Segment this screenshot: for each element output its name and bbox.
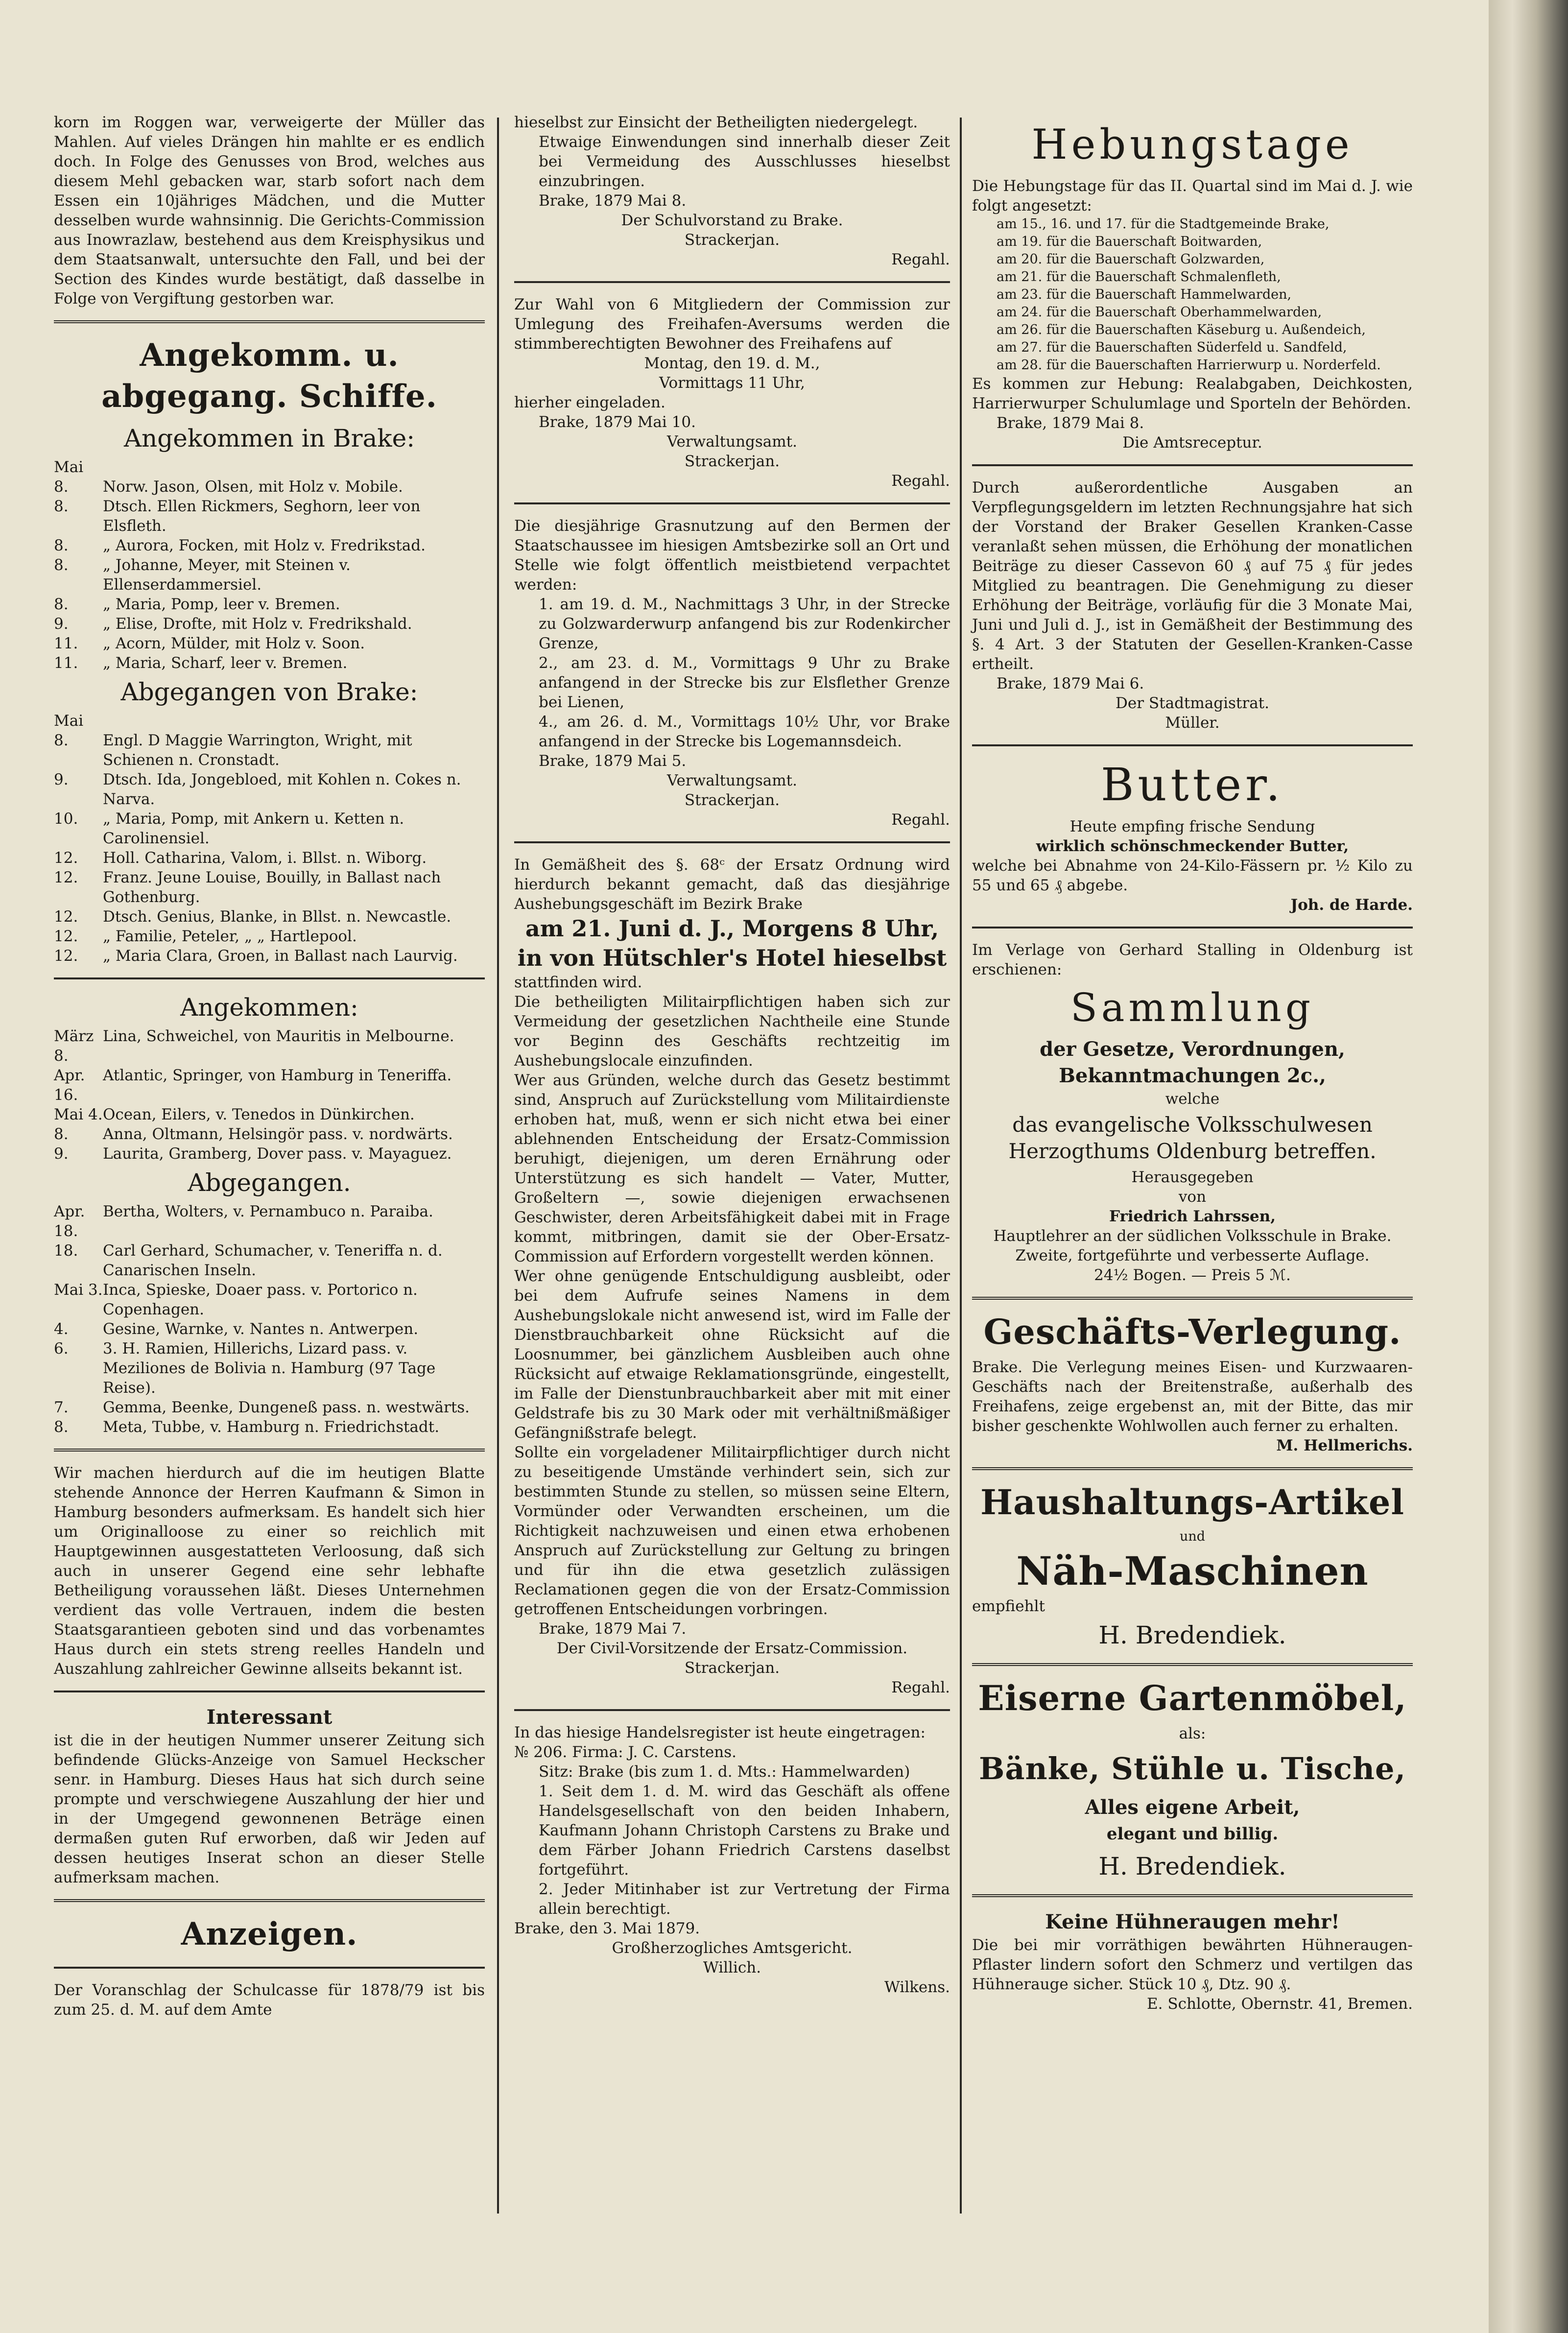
entry-text: Dtsch. Ellen Rickmers, Seghorn, leer von Elsfleth. [103, 498, 421, 535]
departed-brake-heading: Abgegangen von Brake: [120, 678, 418, 706]
ship-entry [54, 634, 485, 653]
register-item: 1. Seit dem 1. d. M. wird das Geschäft als offene Handelsgesellschaft von den beiden Inhabern, Kaufmann Johann Christoph Carstens zu Brake und dem Färber Johann Friedrich Carstens daselbst fortgeführt. [539, 1783, 950, 1879]
collection-intro: Die Hebungstage für das II. Quartal sind im Mai d. J. wie folgt angesetzt: [972, 177, 1413, 214]
register-item: 2. Jeder Mitinhaber ist zur Vertretung der Firma allein berechtigt. [539, 1881, 950, 1918]
entry-text: Lina, Schweichel, von Mauritis in Melbourne. [103, 1027, 454, 1045]
entry-date: 12. [54, 869, 78, 886]
register-number: № 206. Firma: J. C. Carstens. [514, 1743, 736, 1761]
as-word: als: [1179, 1725, 1206, 1742]
election-time: Vormittags 11 Uhr, [659, 374, 805, 392]
register-seat: Sitz: Brake (bis zum 1. d. Mts.: Hammelwarden) [539, 1763, 910, 1781]
collection-list [972, 215, 1413, 374]
divider [54, 977, 485, 979]
election-date: Montag, den 19. d. M., [644, 355, 820, 372]
signature: Strackerjan. [684, 1659, 780, 1677]
sick-fund-notice: Durch außerordentliche Ausgaben an Verpflegungsgeldern im letzten Rechnungsjahre hat sich der Vorstand der Braker Gesellen Kranken-Casse veranlaßt sehen müssen, die Erhöhung der monatlichen Beiträge zu dieser Cassevon 60 ₰ auf 75 ₰ für jedes Mitglied zu beantragen. Die Genehmigung zu dieser Erhöhung der Beiträge, vorläufig für die 3 Monate Mai, Juni und Juli d. J., ist in Gemäßheit der Bestimmung des §. 4 Art. 3 der Statuten der Gesellen-Kranken-Casse ertheilt. [972, 479, 1413, 673]
month-label: Mai [54, 712, 84, 730]
authority: Verwaltungsamt. [667, 433, 797, 451]
invitation: hierher eingeladen. [514, 394, 665, 411]
entry-date: 18. [54, 1242, 78, 1260]
divider [972, 1894, 1413, 1897]
ship-entry [54, 555, 485, 595]
signature: H. Bredendiek. [1098, 1621, 1286, 1649]
corns-heading: Keine Hühneraugen mehr! [1045, 1910, 1340, 1933]
ship-entry [54, 1241, 485, 1280]
conscription-date-place: am 21. Juni d. J., Morgens 8 Uhr, in von Hütschler's Hotel hieselbst [517, 915, 947, 971]
entry-date: 8. [54, 556, 69, 574]
ship-entry [54, 595, 485, 614]
date-line: Brake, 1879 Mai 8. [539, 192, 687, 210]
household-heading: Haushaltungs-Artikel [980, 1482, 1404, 1523]
divider [54, 1449, 485, 1452]
collection-book-heading: Sammlung [1070, 985, 1315, 1030]
divider [54, 1967, 485, 1969]
collection-item: am 28. für die Bauerschaften Harrierwurp u. Norderfeld. [997, 357, 1381, 373]
authority: Der Civil-Vorsitzende der Ersatz-Commission. [556, 1640, 908, 1657]
entry-text: Inca, Spieske, Doaer pass. v. Portorico n. Copenhagen. [103, 1281, 418, 1318]
grass-lease-item: 4., am 26. d. M., Vormittags 10½ Uhr, vor Brake anfangend in der Strecke bis Logemannsdeich. [539, 713, 950, 750]
entry-text: Laurita, Gramberg, Dover pass. v. Mayaguez. [103, 1145, 452, 1163]
divider [972, 927, 1413, 928]
ship-entry [54, 1144, 485, 1164]
entry-date: 9. [54, 771, 69, 788]
date-line: Brake, den 3. Mai 1879. [514, 1920, 700, 1937]
ship-entry [54, 809, 485, 848]
book-text: von [1178, 1188, 1207, 1206]
signature: M. Hellmerichs. [1276, 1437, 1413, 1454]
entry-text: „ Familie, Peteler, „ „ Hartlepool. [103, 928, 357, 945]
collection-text: Es kommen zur Hebung: Realabgaben, Deichkosten, Harrierwurper Schulumlage und Sporteln der Behörden. [972, 375, 1413, 412]
signature: Regahl. [891, 1679, 950, 1696]
signature: Regahl. [891, 811, 950, 829]
collection-days-heading: Hebungstage [1031, 120, 1354, 168]
entry-text: Dtsch. Ida, Jongebloed, mit Kohlen n. Cokes n. Narva. [103, 771, 461, 808]
ship-entry [54, 848, 485, 868]
collection-item: am 20. für die Bauerschaft Golzwarden, [997, 252, 1265, 267]
ship-entry [54, 731, 485, 770]
divider [54, 320, 485, 323]
collection-item: am 23. für die Bauerschaft Hammelwarden, [997, 287, 1292, 302]
signature: Strackerjan. [684, 452, 780, 470]
entry-date: Mai 4. [54, 1106, 103, 1123]
entry-date: 8. [54, 478, 69, 496]
book-text: Herausgegeben [1131, 1168, 1254, 1186]
ship-entry [54, 770, 485, 809]
school-notice-line: hieselbst zur Einsicht der Betheiligten niedergelegt. [514, 114, 918, 131]
departed-heading: Abgegangen. [188, 1168, 351, 1197]
authority: Der Stadtmagistrat. [1116, 694, 1269, 712]
date-line: Brake, 1879 Mai 10. [539, 413, 696, 431]
authority: Verwaltungsamt. [667, 772, 797, 789]
authority: Der Schulvorstand zu Brake. [621, 212, 843, 229]
entry-text: „ Maria, Pomp, mit Ankern u. Ketten n. Carolinensiel. [103, 810, 404, 847]
ship-entry [54, 1124, 485, 1144]
signature: Joh. de Harde. [1290, 896, 1413, 914]
page-edge [1489, 0, 1568, 2333]
divider [514, 841, 950, 843]
signature: Strackerjan. [684, 231, 780, 249]
entry-date: 12. [54, 849, 78, 867]
date-line: Brake, 1879 Mai 6. [997, 675, 1144, 692]
signature: Die Amtsreceptur. [1122, 434, 1262, 452]
divider [972, 744, 1413, 746]
entry-text: Franz. Jeune Louise, Bouilly, in Ballast nach Gothenburg. [103, 869, 441, 906]
intro-paragraph: korn im Roggen war, verweigerte der Müller das Mahlen. Auf vieles Drängen hin mahlte er es endlich doch. In Folge des Genusses von Brod, welches aus diesem Mehl gebacken war, starb sofort nach dem Essen ein 10jähriges Mädchen, und die Mutter desselben wurde wahnsinnig. Die Gerichts-Commission aus Inowrazlaw, bestehend aus dem Kreisphysikus und dem Staatsanwalt, untersuchte den Fall, und bei der Section des Kindes wurde bestätigt, daß dasselbe in Folge von Vergiftung gestorben war. [54, 114, 485, 308]
signature: Müller. [1165, 714, 1220, 732]
butter-heading: Butter. [1100, 759, 1284, 811]
entry-text: „ Johanne, Meyer, mit Steinen v. Ellenserdammersiel. [103, 556, 351, 594]
entry-text: „ Elise, Drofte, mit Holz v. Fredrikshald. [103, 615, 412, 633]
column-rule [497, 118, 499, 2214]
divider [972, 464, 1413, 466]
month-label: Mai [54, 458, 84, 476]
signature: E. Schlotte, Obernstr. 41, Bremen. [1147, 1995, 1413, 2013]
entry-text: Norw. Jason, Olsen, mit Holz v. Mobile. [103, 478, 403, 496]
collection-item: am 21. für die Bauerschaft Schmalenfleth, [997, 269, 1281, 285]
signature: H. Bredendiek. [1098, 1852, 1286, 1881]
recommends-word: empfiehlt [972, 1597, 1045, 1615]
ship-entry [54, 1026, 485, 1066]
ship-entry [54, 868, 485, 907]
conscription-notice: In Gemäßheit des §. 68ᶜ der Ersatz Ordnung wird hierdurch bekannt gemacht, daß das diesjährige Aushebungsgeschäft im Bezirk Brake [514, 856, 950, 913]
departed-list [54, 1202, 485, 1437]
ship-entry [54, 1398, 485, 1417]
garden-furniture-heading: Eiserne Gartenmöbel, [978, 1678, 1407, 1718]
entry-date: 9. [54, 1145, 69, 1163]
ship-entry [54, 1339, 485, 1398]
garden-items: Bänke, Stühle u. Tische, [978, 1751, 1406, 1786]
ships-heading: Angekomm. u. abgegang. Schiffe. [101, 337, 437, 415]
book-price: 24½ Bogen. — Preis 5 ℳ. [1094, 1266, 1291, 1284]
entry-date: 10. [54, 810, 78, 828]
entry-text: Dtsch. Genius, Blanke, in Bllst. n. Newcastle. [103, 908, 451, 926]
signature: Regahl. [891, 251, 950, 268]
arrived-list [54, 1026, 485, 1164]
entry-date: 6. [54, 1340, 69, 1357]
arrived-brake-list [54, 477, 485, 673]
authority: Großherzogliches Amtsgericht. [612, 1939, 853, 1957]
column-3 [972, 113, 1413, 2014]
date-line: Brake, 1879 Mai 7. [539, 1620, 687, 1638]
ship-entry [54, 614, 485, 634]
entry-date: 8. [54, 595, 69, 613]
column-rule [960, 118, 962, 2214]
signature: Regahl. [891, 472, 950, 490]
grass-lease-notice: Die diesjährige Grasnutzung auf den Bermen der Staatschaussee im hiesigen Amtsbezirke soll an Ort und Stelle wie folgt öffentlich meistbietend verpachtet werden: [514, 517, 950, 594]
sewing-machines-heading: Näh-Maschinen [1016, 1548, 1369, 1594]
entry-date: 8. [54, 1125, 69, 1143]
entry-date: 8. [54, 537, 69, 554]
entry-text: Gemma, Beenke, Dungeneß pass. n. westwärts. [103, 1399, 470, 1416]
ship-entry [54, 1417, 485, 1437]
collection-item: am 24. für die Bauerschaft Oberhammelwarden, [997, 305, 1322, 320]
entry-date: 9. [54, 615, 69, 633]
date-line: Brake, 1879 Mai 5. [539, 752, 687, 770]
departed-brake-list [54, 731, 485, 966]
grass-lease-item: 1. am 19. d. M., Nachmittags 3 Uhr, in der Strecke zu Golzwarderwurp anfangend bis zur Rodenkircher Grenze, [539, 595, 950, 652]
book-editor: Friedrich Lahrssen, [1109, 1208, 1276, 1225]
entry-text: Meta, Tubbe, v. Hamburg n. Friedrichstadt. [103, 1418, 440, 1436]
entry-date: 11. [54, 654, 78, 672]
ship-entry [54, 653, 485, 673]
relocation-heading: Geschäfts-Verlegung. [983, 1311, 1402, 1352]
relocation-text: Brake. Die Verlegung meines Eisen- und Kurzwaaren-Geschäfts nach der Breitenstraße, außerhalb des Freihafens, zeige ergebenst an, mit der Bitte, das mir bisher geschenkte Wohlwollen auch ferner zu erhalten. [972, 1358, 1413, 1435]
conscription-text: Die betheiligten Militairpflichtigen haben sich zur Vermeidung der gesetzlichen Nachtheile eine Stunde vor Beginn des Geschäfts rechtzeitig im Aushebungslocale einzufinden. [514, 993, 950, 1070]
entry-date: 4. [54, 1320, 69, 1338]
divider [54, 1899, 485, 1902]
entry-date: 8. [54, 732, 69, 749]
entry-text: Gesine, Warnke, v. Nantes n. Antwerpen. [103, 1320, 419, 1338]
arrived-brake-heading: Angekommen in Brake: [123, 424, 415, 452]
divider [972, 1467, 1413, 1470]
entry-date: März 8. [54, 1027, 94, 1065]
entry-date: 8. [54, 498, 69, 515]
corns-text: Die bei mir vorräthigen bewährten Hühneraugen-Pflaster lindern sofort den Schmerz und vertilgen das Hühnerauge sicher. Stück 10 ₰, Dtz. 90 ₰. [972, 1936, 1413, 1993]
ship-entry [54, 1105, 485, 1124]
book-text: Hauptlehrer an der südlichen Volksschule in Brake. [993, 1227, 1392, 1245]
entry-date: 12. [54, 928, 78, 945]
lottery-notice: Wir machen hierdurch auf die im heutigen Blatte stehende Annonce der Herren Kaufmann & Simon in Hamburg besonders aufmerksam. Es handelt sich hier um Originalloose zu einer so reichlich mit Hauptgewinnen ausgestatteten Verloosung, daß sich auch in unserer Gegend eine sehr lebhafte Betheiligung voraussehen läßt. Dieses Unternehmen verdient das volle Vertrauen, indem die besten Staatsgarantieen geboten sind und das vorbenamtes Haus durch ein stets streng reelles Handeln und Auszahlung zahlreicher Gewinne allseits bekannt ist. [54, 1464, 485, 1678]
entry-text: 3. H. Ramien, Hillerichs, Lizard pass. v. Meziliones de Bolivia n. Hamburg (97 Tage Reise). [103, 1340, 436, 1397]
entry-date: Mai 3. [54, 1281, 103, 1299]
divider [54, 1690, 485, 1692]
ship-entry [54, 536, 485, 555]
election-notice: Zur Wahl von 6 Mitgliedern der Commission zur Umlegung des Freihafen-Aversums werden die stimmberechtigten Bewohner des Freihafens auf [514, 296, 950, 353]
entry-text: „ Maria Clara, Groen, in Ballast nach Laurvig. [103, 947, 458, 965]
entry-text: Atlantic, Springer, von Hamburg in Teneriffa. [103, 1067, 452, 1084]
entry-text: Ocean, Eilers, v. Tenedos in Dünkirchen. [103, 1106, 415, 1123]
entry-date: 12. [54, 947, 78, 965]
book-subject: das evangelische Volksschulwesen Herzogthums Oldenburg betreffen. [1008, 1113, 1377, 1163]
entry-date: 12. [54, 908, 78, 926]
divider [972, 1663, 1413, 1666]
register-notice: In das hiesige Handelsregister ist heute eingetragen: [514, 1724, 926, 1741]
entry-date: 11. [54, 635, 78, 652]
entry-text: Holl. Catharina, Valom, i. Bllst. n. Wiborg. [103, 849, 427, 867]
entry-text: „ Aurora, Focken, mit Holz v. Fredrikstad. [103, 537, 426, 554]
ship-entry [54, 1319, 485, 1339]
collection-item: am 15., 16. und 17. für die Stadtgemeinde Brake, [997, 216, 1330, 232]
entry-text: Anna, Oltmann, Helsingör pass. v. nordwärts. [103, 1125, 453, 1143]
conscription-text: stattfinden wird. [514, 974, 642, 991]
interesting-heading: Interessant [206, 1706, 333, 1729]
ship-entry [54, 927, 485, 946]
ship-entry [54, 497, 485, 536]
garden-text: Alles eigene Arbeit, [1085, 1796, 1300, 1819]
conscription-text: Wer ohne genügende Entschuldigung ausbleibt, oder bei dem Aufrufe seines Namens in dem Aushebungslokale nicht anwesend ist, wird im Falle der Dienstbrauchbarkeit ohne Rücksicht auf die Loosnummer, bei gänzlichem Ausbleiben auch ohne Rücksicht auf etwaige Reklamationsgründe, eingestellt, im Falle der Dienstunbrauchbarkeit aber mit mit einer Geldstrafe bis zu 30 Mark oder mit verhältnißmäßiger Gefängnißstrafe belegt. [514, 1267, 950, 1442]
divider [514, 1709, 950, 1711]
entry-text: Engl. D Maggie Warrington, Wright, mit Schienen n. Cronstadt. [103, 732, 412, 769]
ship-entry [54, 1280, 485, 1319]
entry-text: „ Maria, Pomp, leer v. Bremen. [103, 595, 340, 613]
butter-text: Heute empfing frische Sendung [1069, 818, 1315, 835]
ship-entry [54, 1066, 485, 1105]
signature: Willich. [703, 1959, 761, 1976]
grass-lease-item: 2., am 23. d. M., Vormittags 9 Uhr zu Brake anfangend in der Strecke bis zur Elsflether Grenze bei Lienen, [539, 654, 950, 711]
ship-entry [54, 946, 485, 966]
collection-item: am 26. für die Bauerschaften Käseburg u. Außendeich, [997, 322, 1366, 337]
entry-text: Bertha, Wolters, v. Pernambuco n. Paraiba. [103, 1203, 433, 1220]
collection-item: am 27. für die Bauerschaften Süderfeld u. Sandfeld, [997, 340, 1347, 355]
school-notice-line: Etwaige Einwendungen sind innerhalb dieser Zeit bei Vermeidung des Ausschlusses hieselbst einzubringen. [539, 133, 950, 190]
school-budget-notice: Der Voranschlag der Schulcasse für 1878/79 ist bis zum 25. d. M. auf dem Amte [54, 1981, 485, 2019]
conscription-text: Sollte ein vorgeladener Militairpflichtiger durch nicht zu beseitigende Umstände verhindert sein, sich zur bestimmten Stunde zu stellen, so müssen seine Eltern, Vormünder oder Verwandten erscheinen, um die Richtigkeit nachzuweisen und einen etwa erhobenen Anspruch auf Zurückstellung zur Geltung zu bringen und für ihn die etwa gesetzlich zulässigen Reclamationen gegen die von der Ersatz-Commission getroffenen Entscheidungen vorbringen. [514, 1444, 950, 1618]
entry-date: 8. [54, 1418, 69, 1436]
garden-text: elegant und billig. [1106, 1824, 1279, 1844]
entry-text: „ Acorn, Mülder, mit Holz v. Soon. [103, 635, 365, 652]
collection-item: am 19. für die Bauerschaft Boitwarden, [997, 234, 1262, 249]
butter-text: welche bei Abnahme von 24-Kilo-Fässern pr. ½ Kilo zu 55 und 65 ₰ abgebe. [972, 857, 1413, 894]
ship-entry [54, 477, 485, 497]
butter-text: wirklich schönschmeckender Butter, [1036, 837, 1349, 855]
and-word: und [1179, 1529, 1206, 1544]
ads-heading: Anzeigen. [181, 1916, 358, 1952]
entry-text: Carl Gerhard, Schumacher, v. Teneriffa n. d. Canarischen Inseln. [103, 1242, 443, 1279]
book-subtitle: der Gesetze, Verordnungen, Bekanntmachungen 2c., [1040, 1038, 1345, 1087]
entry-text: „ Maria, Scharf, leer v. Bremen. [103, 654, 348, 672]
divider [514, 281, 950, 283]
book-text: welche [1165, 1090, 1220, 1108]
column-2 [514, 113, 950, 1997]
conscription-text: Wer aus Gründen, welche durch das Gesetz bestimmt sind, Anspruch auf Zurückstellung vom Militairdienste erhoben hat, muß, wenn er sich nicht etwa bei einer ablehnenden Entscheidung der Ersatz-Commission beruhigt, diejenigen, um deren Ernährung oder Unterstützung es sich handelt — Vater, Mutter, Großeltern —, sowie diejenigen erwachsenen Geschwister, deren Arbeitsfähigkeit dabei mit in Frage kommt, mitbringen, damit sie der Ober-Ersatz-Commission auf Erfordern vorgestellt werden können. [514, 1071, 950, 1265]
ship-entry [54, 907, 485, 927]
date-line: Brake, 1879 Mai 8. [997, 414, 1144, 432]
ship-entry [54, 1202, 485, 1241]
divider [514, 502, 950, 504]
divider [972, 1297, 1413, 1300]
entry-date: 7. [54, 1399, 69, 1416]
publisher-line: Im Verlage von Gerhard Stalling in Oldenburg ist erschienen: [972, 941, 1413, 978]
signature: Strackerjan. [684, 791, 780, 809]
signature: Wilkens. [884, 1978, 950, 1996]
arrived-heading: Angekommen: [180, 993, 358, 1022]
book-edition: Zweite, fortgeführte und verbesserte Auflage. [1015, 1247, 1370, 1264]
entry-date: Apr. 18. [54, 1203, 85, 1240]
entry-date: Apr. 16. [54, 1067, 85, 1104]
column-1 [54, 113, 485, 2020]
interesting-text: ist die in der heutigen Nummer unserer Zeitung sich befindende Glücks-Anzeige von Samuel Heckscher senr. in Hamburg. Dieses Haus hat sich durch seine prompte und verschwiegene Auszahlung der hier und in der Umgegend gewonnenen Beträge einen dermaßen guten Ruf erworben, daß wir Jeden auf dessen heutiges Inserat schon an dieser Stelle aufmerksam machen. [54, 1732, 485, 1886]
